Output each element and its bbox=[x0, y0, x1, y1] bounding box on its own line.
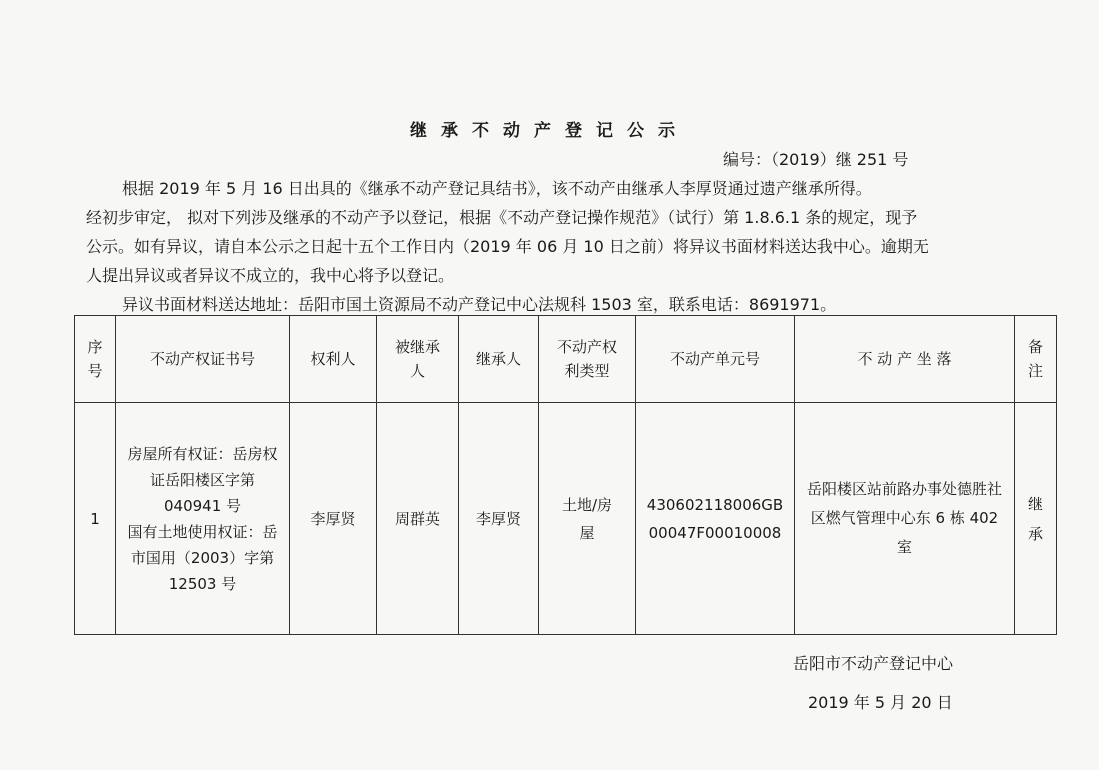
paragraph-review-line1: 经初步审定， 拟对下列涉及继承的不动产予以登记，根据《不动产登记操作规范》（试行）第 1.8.6.1 条的规定，现予 bbox=[86, 208, 918, 227]
issue-date: 2019 年 5 月 20 日 bbox=[808, 693, 953, 712]
paragraph-address: 异议书面材料送达地址：岳阳市国土资源局不动产登记中心法规科 1503 室，联系电话：8691971。 bbox=[122, 295, 837, 314]
registration-table bbox=[74, 315, 1057, 635]
cell-seq: 1 bbox=[75, 403, 116, 635]
header-unit-no: 不动产单元号 bbox=[636, 316, 795, 403]
cell-heir: 李厚贤 bbox=[459, 403, 539, 635]
header-seq: 序号 bbox=[75, 316, 116, 403]
cell-location: 岳阳楼区站前路办事处德胜社区燃气管理中心东 6 栋 402 室 bbox=[795, 403, 1015, 635]
paragraph-review-line3: 人提出异议或者异议不成立的，我中心将予以登记。 bbox=[86, 266, 455, 285]
header-heir: 继承人 bbox=[459, 316, 539, 403]
header-cert-no: 不动产权证书号 bbox=[116, 316, 290, 403]
table-header-row bbox=[75, 316, 1057, 403]
doc-number: 编号：（2019）继 251 号 bbox=[723, 150, 909, 169]
cell-owner: 李厚贤 bbox=[290, 403, 377, 635]
header-remark: 备注 bbox=[1015, 316, 1057, 403]
header-decedent: 被继承人 bbox=[377, 316, 459, 403]
cell-remark: 继承 bbox=[1015, 403, 1057, 635]
paragraph-review-line2: 公示。如有异议，请自本公示之日起十五个工作日内（2019 年 06 月 10 日之前）将异议书面材料送达我中心。逾期无 bbox=[86, 237, 929, 256]
header-owner: 权利人 bbox=[290, 316, 377, 403]
cell-decedent: 周群英 bbox=[377, 403, 459, 635]
cell-cert-no bbox=[116, 403, 290, 635]
cert-no-text: 房屋所有权证：岳房权证岳阳楼区字第 040941 号 国有土地使用权证：岳市国用（2003）字第 12503 号 bbox=[127, 444, 278, 593]
notice-title: 继承不动产登记公示 bbox=[410, 121, 689, 141]
table-row bbox=[75, 403, 1057, 635]
header-right-type: 不动产权利类型 bbox=[539, 316, 636, 403]
issuing-org: 岳阳市不动产登记中心 bbox=[793, 654, 954, 673]
paragraph-basis: 根据 2019 年 5 月 16 日出具的《继承不动产登记具结书》，该不动产由继承人李厚贤通过遗产继承所得。 bbox=[122, 179, 872, 198]
header-location: 不 动 产 坐 落 bbox=[795, 316, 1015, 403]
cell-right-type: 土地/房屋 bbox=[539, 403, 636, 635]
cell-unit-no: 430602118006GB00047F00010008 bbox=[636, 403, 795, 635]
